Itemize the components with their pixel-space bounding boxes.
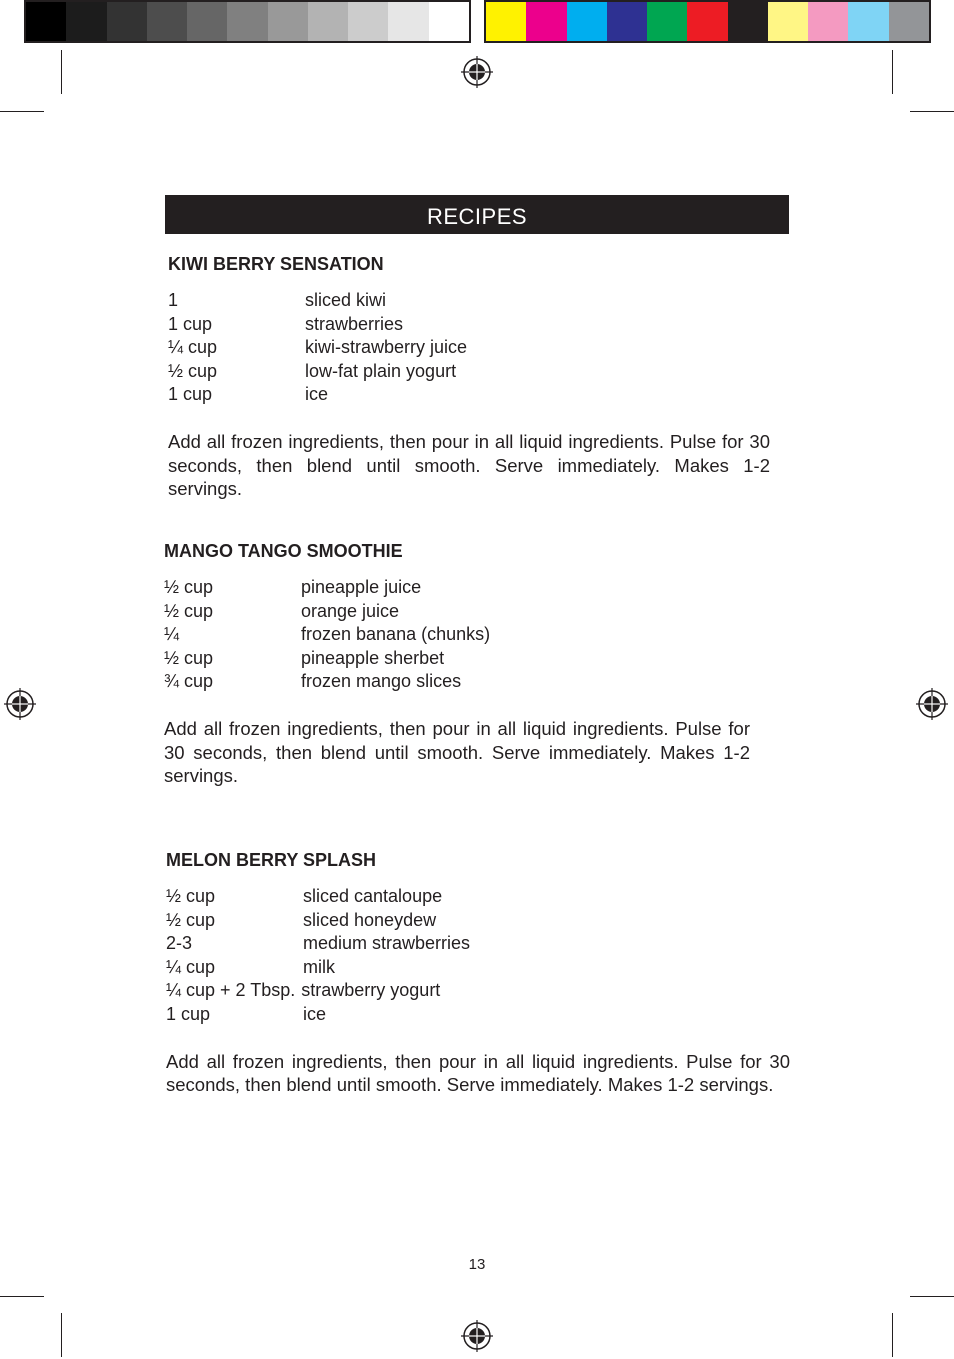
ingredient-row bbox=[168, 313, 770, 337]
ingredient-row bbox=[166, 932, 790, 956]
color-swatch bbox=[567, 2, 607, 41]
ingredient-quantity: ¼ cup bbox=[168, 337, 218, 358]
color-swatch bbox=[808, 2, 848, 41]
ingredient-row bbox=[168, 289, 770, 313]
ingredient-item: strawberry yogurt bbox=[301, 980, 441, 1001]
gray-swatch bbox=[227, 2, 267, 41]
ingredient-item: ice bbox=[305, 384, 329, 405]
color-swatch bbox=[768, 2, 808, 41]
registration-mark-icon bbox=[461, 56, 493, 88]
ingredient-row bbox=[166, 909, 790, 933]
ingredient-item: frozen banana (chunks) bbox=[301, 624, 491, 645]
gray-swatch bbox=[107, 2, 147, 41]
registration-mark-icon bbox=[916, 688, 948, 720]
ingredient-quantity: 1 cup bbox=[168, 384, 213, 405]
color-swatch bbox=[848, 2, 888, 41]
color-calibration-bar bbox=[484, 0, 931, 43]
color-swatch bbox=[647, 2, 687, 41]
ingredient-quantity: ½ cup bbox=[168, 360, 218, 381]
recipe-title: MANGO TANGO SMOOTHIE bbox=[164, 541, 403, 561]
ingredient-row bbox=[166, 979, 790, 1003]
color-swatch bbox=[526, 2, 566, 41]
crop-mark bbox=[910, 1296, 954, 1297]
crop-mark bbox=[61, 50, 62, 94]
gray-swatch bbox=[308, 2, 348, 41]
recipe-title: KIWI BERRY SENSATION bbox=[168, 254, 384, 274]
ingredient-quantity: ¼ cup + 2 Tbsp. bbox=[166, 980, 296, 1001]
ingredient-quantity: 2-3 bbox=[166, 933, 193, 954]
recipe-title: MELON BERRY SPLASH bbox=[166, 850, 377, 870]
ingredient-item: sliced kiwi bbox=[305, 290, 387, 310]
gray-swatch bbox=[66, 2, 106, 41]
registration-mark-icon bbox=[4, 688, 36, 720]
color-swatch bbox=[486, 2, 526, 41]
ingredient-item: low-fat plain yogurt bbox=[305, 360, 457, 381]
crop-mark bbox=[910, 111, 954, 112]
recipe-melon-berry-splash bbox=[166, 850, 790, 1097]
ingredient-item: milk bbox=[303, 956, 335, 977]
crop-mark bbox=[892, 1313, 893, 1357]
recipe-kiwi-berry-sensation bbox=[168, 254, 770, 501]
color-swatch bbox=[687, 2, 727, 41]
recipes-header: RECIPES bbox=[165, 195, 789, 234]
ingredient-quantity: ¾ cup bbox=[164, 671, 214, 692]
crop-mark bbox=[61, 1313, 62, 1357]
ingredient-row bbox=[164, 623, 750, 647]
color-swatch bbox=[607, 2, 647, 41]
ingredient-row bbox=[166, 1003, 790, 1027]
ingredient-quantity: ½ cup bbox=[164, 647, 214, 668]
ingredient-row bbox=[164, 600, 750, 624]
ingredient-row bbox=[164, 670, 750, 694]
ingredient-row bbox=[166, 885, 790, 909]
color-swatch bbox=[889, 2, 929, 41]
ingredient-item: strawberries bbox=[305, 313, 404, 334]
recipe-mango-tango-smoothie bbox=[164, 541, 750, 788]
ingredient-row bbox=[164, 647, 750, 671]
ingredient-row bbox=[168, 360, 770, 384]
ingredient-row bbox=[168, 383, 770, 407]
ingredient-row bbox=[168, 336, 770, 360]
recipe-method: Add all frozen ingredients, then pour in all liquid ingredients. Pulse for 30 seconds, then blend until smooth. Serve immediately. Makes 1-2 servings. bbox=[166, 1050, 790, 1096]
gray-swatch bbox=[26, 2, 66, 41]
ingredient-quantity: ¼ cup bbox=[166, 956, 216, 977]
crop-mark bbox=[892, 50, 893, 94]
ingredient-item: pineapple juice bbox=[301, 577, 422, 597]
grayscale-calibration-bar bbox=[24, 0, 471, 43]
registration-mark-icon bbox=[461, 1320, 493, 1352]
gray-swatch bbox=[187, 2, 227, 41]
ingredient-item: orange juice bbox=[301, 600, 400, 621]
ingredient-quantity: ½ cup bbox=[164, 600, 214, 621]
crop-mark bbox=[0, 1296, 44, 1297]
ingredient-quantity: ½ cup bbox=[164, 577, 214, 597]
ingredient-item: frozen mango slices bbox=[301, 671, 462, 692]
ingredient-quantity: ½ cup bbox=[166, 909, 216, 930]
gray-swatch bbox=[388, 2, 428, 41]
ingredient-row bbox=[164, 576, 750, 600]
ingredient-quantity: ½ cup bbox=[166, 886, 216, 906]
ingredient-quantity: ¼ bbox=[164, 624, 180, 645]
gray-swatch bbox=[268, 2, 308, 41]
gray-swatch bbox=[429, 2, 469, 41]
gray-swatch bbox=[147, 2, 187, 41]
color-swatch bbox=[728, 2, 768, 41]
page-number: 13 bbox=[468, 1256, 486, 1273]
ingredient-row bbox=[166, 956, 790, 980]
ingredient-item: medium strawberries bbox=[303, 933, 471, 954]
ingredient-item: pineapple sherbet bbox=[301, 647, 445, 668]
ingredient-quantity: 1 cup bbox=[168, 313, 213, 334]
ingredient-item: sliced cantaloupe bbox=[303, 886, 443, 906]
ingredient-item: sliced honeydew bbox=[303, 909, 437, 930]
recipe-method: Add all frozen ingredients, then pour in all liquid ingredients. Pulse for 30 seconds, then blend until smooth. Serve immediately. Makes 1-2 servings. bbox=[168, 430, 770, 500]
recipe-method: Add all frozen ingredients, then pour in all liquid ingredients. Pulse for 30 seconds, then blend until smooth. Serve immediately. Makes 1-2 servings. bbox=[164, 717, 750, 787]
ingredient-quantity: 1 cup bbox=[166, 1003, 211, 1024]
ingredient-item: kiwi-strawberry juice bbox=[305, 337, 468, 358]
crop-mark bbox=[0, 111, 44, 112]
gray-swatch bbox=[348, 2, 388, 41]
ingredient-quantity: 1 bbox=[168, 290, 179, 310]
ingredient-item: ice bbox=[303, 1003, 327, 1024]
